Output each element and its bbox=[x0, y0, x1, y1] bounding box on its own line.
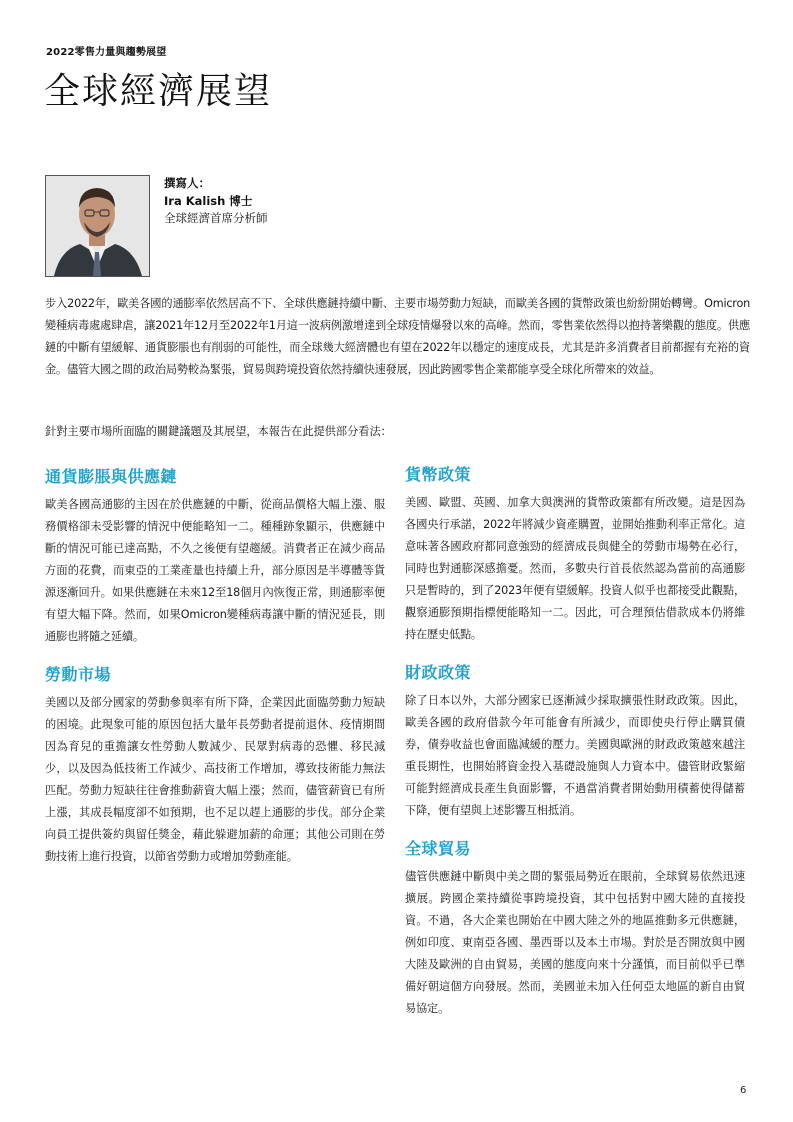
section-inflation-body: 歐美各國高通膨的主因在於供應鏈的中斷，從商品價格大幅上漲、服務價格卻未受影響的情況中便能略知一二。種種跡象顯示，供應鏈中斷的情況可能已達高點，不久之後便有望趨緩。消費者正在減少商品方面的花費，而東亞的工業產量也持續上升，部分原因是半導體等貨源逐漸回升。如果供應鏈在未來12至18個月內恢復正常，則通膨率便有望大幅下降。然而，如果Omicron變種病毒讓中斷的情況延長，則通膨也將隨之延續。 bbox=[45, 498, 385, 643]
left-column bbox=[45, 464, 385, 876]
section-monetary-title: 貨幣政策 bbox=[405, 465, 472, 484]
report-header-label: 2022零售力量與趨勢展望 bbox=[46, 47, 167, 58]
section-trade-body: 儘管供應鏈中斷與中美之間的緊張局勢近在眼前，全球貿易依然迅速擴展。跨國企業持續從事跨境投資，其中包括對中國大陸的直接投資。不過，各大企業也開始在中國大陸之外的地區推動多元供應鏈，例如印度、東南亞各國、墨西哥以及本土市場。對於是否開放與中國大陸及歐洲的自由貿易，美國的態度向來十分謹慎，而目前似乎已準備好朝這個方向發展。然而，美國並未加入任何亞太地區的新自由貿易協定。 bbox=[405, 870, 745, 1015]
page-number: 6 bbox=[740, 1085, 747, 1096]
section-fiscal bbox=[405, 660, 745, 822]
lead-sentence: 針對主要市場所面臨的關鍵議題及其展望，本報告在此提供部分看法： bbox=[45, 425, 392, 438]
intro-paragraph: 步入2022年，歐美各國的通膨率依然居高不下、全球供應鏈持續中斷、主要市場勞動力短缺，而歐美各國的貨幣政策也紛紛開始轉彎。Omicron變種病毒處處肆虐，讓2021年12月至2022年1月這一波病例激增達到全球疫情爆發以來的高峰。然而，零售業依然得以抱持著樂觀的態度。供應鏈的中斷有望緩解、通貨膨脹也有削弱的可能性，而全球幾大經濟體也有望在2022年以穩定的速度成長，尤其是許多消費者目前都握有充裕的資金。儘管大國之間的政治局勢較為緊張，貿易與跨境投資依然持續快速發展，因此跨國零售企業都能享受全球化所帶來的效益。 bbox=[45, 297, 750, 376]
section-fiscal-body: 除了日本以外，大部分國家已逐漸減少採取擴張性財政政策。因此，歐美各國的政府借款今年可能會有所減少，而即使央行停止購買債券，債券收益也會面臨減緩的壓力。美國與歐洲的財政政策越來越注重長期性，也開始將資金投入基礎設施與人力資本中。儘管財政緊縮可能對經濟成長產生負面影響，不過當消費者開始動用積蓄使得儲蓄下降，便有望與上述影響互相抵消。 bbox=[405, 694, 745, 817]
section-inflation bbox=[45, 464, 385, 648]
section-trade-title: 全球貿易 bbox=[405, 839, 472, 858]
right-column bbox=[405, 462, 745, 1028]
section-labor-title: 勞動市場 bbox=[45, 665, 112, 684]
author-role: 全球經濟首席分析師 bbox=[164, 211, 268, 225]
section-monetary-body: 美國、歐盟、英國、加拿大與澳洲的貨幣政策都有所改變。這是因為各國央行承諾，2022年將減少資產購置，並開始推動利率正常化。這意味著各國政府都同意強勁的經濟成長與健全的勞動市場勢在必行，同時也對通膨深感擔憂。然而，多數央行首長依然認為當前的高通膨只是暫時的，到了2023年便有望緩解。投資人似乎也都接受此觀點，觀察通膨預期指標便能略知一二。因此，可合理預估借款成本仍將維持在歷史低點。 bbox=[405, 496, 745, 641]
section-labor-body: 美國以及部分國家的勞動參與率有所下降，企業因此面臨勞動力短缺的困境。此現象可能的原因包括大量年長勞動者提前退休、疫情期間因為育兒的重擔讓女性勞動人數減少、民眾對病毒的恐懼、移民減少，以及因為低技術工作減少、高技術工作增加，導致技術能力無法匹配。勞動力短缺往往會推動薪資大幅上漲；然而，儘管薪資已有所上漲，其成長幅度卻不如預期，也不足以趕上通膨的步伐。部分企業向員工提供簽約與留任獎金，藉此躲避加薪的命運；其他公司則在勞動技術上進行投資，以節省勞動力或增加勞動產能。 bbox=[45, 696, 385, 863]
author-name: Ira Kalish 博士 bbox=[164, 193, 253, 208]
section-monetary bbox=[405, 462, 745, 646]
author-block bbox=[164, 175, 268, 228]
page-title: 全球經濟展望 bbox=[44, 71, 273, 112]
author-heading: 撰寫人： bbox=[164, 176, 210, 190]
section-fiscal-title: 財政政策 bbox=[405, 663, 472, 682]
section-trade bbox=[405, 836, 745, 1020]
author-photo bbox=[45, 175, 150, 277]
section-labor bbox=[45, 662, 385, 868]
section-inflation-title: 通貨膨脹與供應鏈 bbox=[45, 467, 178, 486]
